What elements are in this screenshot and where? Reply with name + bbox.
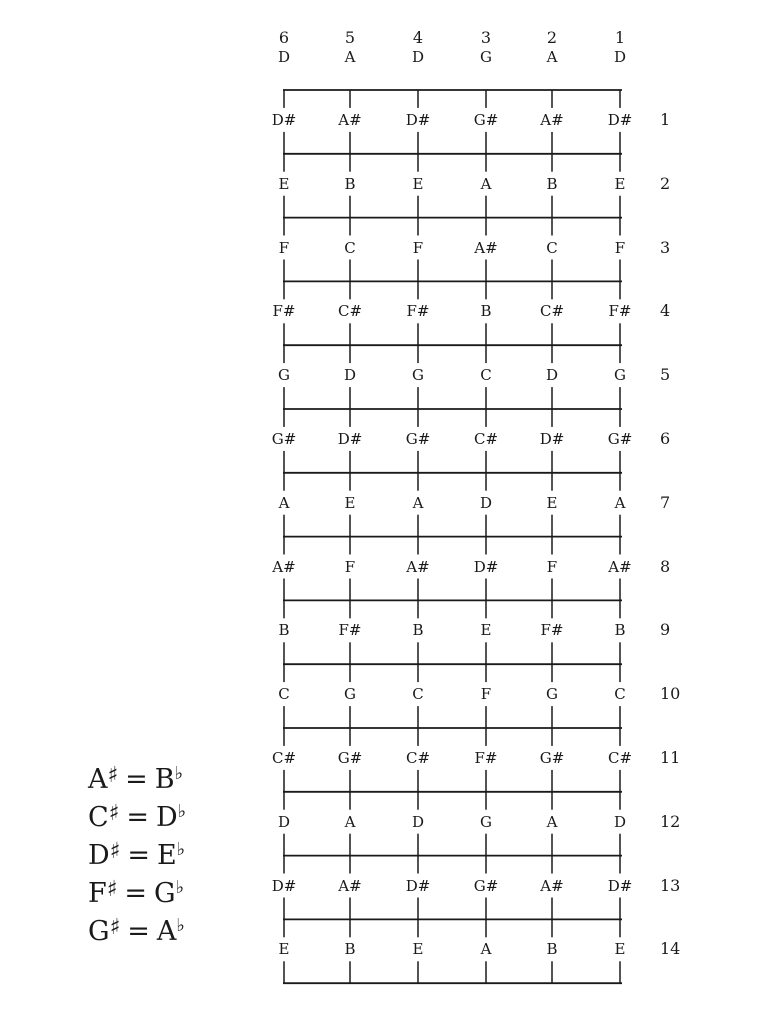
fret-note: F xyxy=(344,557,356,576)
enharmonic-row xyxy=(88,803,186,831)
fret-note: C xyxy=(546,238,558,257)
fret-note: G# xyxy=(473,876,499,895)
fret-number: 7 xyxy=(660,492,671,512)
fret-note: G xyxy=(344,685,356,704)
flat-note: E xyxy=(156,840,177,871)
fret-note: A# xyxy=(406,557,430,576)
fret-note: G# xyxy=(271,429,297,448)
sharp-symbol: ♯ xyxy=(107,763,119,788)
flat-note: B xyxy=(154,764,175,795)
fret-note: F xyxy=(614,238,626,257)
fret-note: D# xyxy=(539,429,565,448)
fret-note: G# xyxy=(337,748,363,767)
fret-number: 4 xyxy=(660,301,671,321)
fret-note: A xyxy=(278,493,290,512)
fret-note: A xyxy=(344,812,356,831)
fret-note: B xyxy=(614,621,626,640)
fret-note: G# xyxy=(539,748,565,767)
fret-note: G# xyxy=(607,429,633,448)
sharp-note: F xyxy=(88,878,107,909)
fret-number: 13 xyxy=(660,875,681,895)
sharp-symbol: ♯ xyxy=(109,839,121,864)
string-number: 3 xyxy=(480,28,492,47)
fret-note: C xyxy=(412,685,424,704)
fret-note: F# xyxy=(406,302,430,321)
fret-note: F# xyxy=(338,621,362,640)
fret-note: A# xyxy=(608,557,632,576)
fret-number: 5 xyxy=(660,365,671,385)
fret-note: B xyxy=(344,940,356,959)
flat-symbol: ♭ xyxy=(176,915,185,936)
fret-note: F# xyxy=(474,748,498,767)
fret-number: 6 xyxy=(660,428,671,448)
fret-note: C xyxy=(278,685,290,704)
fret-note: C# xyxy=(473,429,499,448)
fret-note: B xyxy=(344,174,356,193)
fret-note: D xyxy=(277,812,291,831)
fret-note: A xyxy=(412,493,424,512)
sharp-note: G xyxy=(88,916,110,947)
fret-note: B xyxy=(546,940,558,959)
fret-note: D# xyxy=(271,110,297,129)
enharmonic-row xyxy=(88,841,185,869)
sharp-symbol: ♯ xyxy=(109,915,121,940)
fret-note: E xyxy=(614,174,626,193)
string-number: 4 xyxy=(412,28,424,47)
open-string-note: D xyxy=(411,48,425,66)
flat-symbol: ♭ xyxy=(176,839,186,860)
fret-note: D# xyxy=(405,110,431,129)
equals-sign: = xyxy=(126,802,149,833)
fret-note: D# xyxy=(473,557,499,576)
fret-number: 2 xyxy=(660,173,671,193)
fret-note: D# xyxy=(271,876,297,895)
equals-sign: = xyxy=(127,840,150,871)
fret-note: A# xyxy=(272,557,296,576)
fret-note: F xyxy=(412,238,424,257)
sharp-symbol: ♯ xyxy=(106,877,118,902)
fret-note: C# xyxy=(539,302,565,321)
fret-note: C xyxy=(480,366,492,385)
fret-note: D# xyxy=(337,429,363,448)
flat-symbol: ♭ xyxy=(177,801,187,822)
fret-note: G xyxy=(480,812,492,831)
fret-note: E xyxy=(614,940,626,959)
fret-note: D# xyxy=(607,876,633,895)
fret-number: 10 xyxy=(660,684,681,704)
fret-note: A xyxy=(546,812,558,831)
fret-note: C# xyxy=(271,748,297,767)
open-string-note: G xyxy=(480,48,492,66)
fret-note: A# xyxy=(338,876,362,895)
sharp-symbol: ♯ xyxy=(108,801,120,826)
fret-note: G# xyxy=(473,110,499,129)
fret-note: F# xyxy=(608,302,632,321)
fret-note: G xyxy=(412,366,424,385)
fret-note: A# xyxy=(338,110,362,129)
fret-note: B xyxy=(412,621,424,640)
fret-note: E xyxy=(546,493,558,512)
fret-note: A xyxy=(480,174,492,193)
fret-note: D xyxy=(411,812,425,831)
fret-number: 14 xyxy=(660,939,681,959)
fret-note: G xyxy=(546,685,558,704)
open-string-note: A xyxy=(546,48,558,66)
fret-note: A xyxy=(614,493,626,512)
fret-note: F xyxy=(480,685,492,704)
fret-note: G xyxy=(278,366,290,385)
fret-note: B xyxy=(278,621,290,640)
fret-note: D xyxy=(479,493,493,512)
fret-note: B xyxy=(480,302,492,321)
fret-note: G# xyxy=(405,429,431,448)
fret-note: A# xyxy=(540,876,564,895)
fret-number: 9 xyxy=(660,620,671,640)
string-number: 2 xyxy=(546,28,558,47)
enharmonic-row xyxy=(88,765,183,793)
fret-note: F xyxy=(546,557,558,576)
fret-note: D# xyxy=(405,876,431,895)
fret-note: E xyxy=(278,940,290,959)
enharmonic-row xyxy=(88,917,185,945)
fret-number: 11 xyxy=(660,747,681,767)
sharp-note: C xyxy=(88,802,109,833)
fret-note: F# xyxy=(540,621,564,640)
fret-number: 8 xyxy=(660,556,671,576)
flat-note: G xyxy=(154,878,176,909)
fret-number: 3 xyxy=(660,237,671,257)
open-string-note: D xyxy=(613,48,627,66)
fret-note: E xyxy=(344,493,356,512)
fret-note: A# xyxy=(540,110,564,129)
fret-note: C xyxy=(614,685,626,704)
flat-note: A xyxy=(156,916,177,947)
sharp-note: D xyxy=(88,840,110,871)
fret-note: E xyxy=(412,940,424,959)
fret-note: D xyxy=(343,366,357,385)
equals-sign: = xyxy=(124,878,148,909)
enharmonic-row xyxy=(88,879,184,907)
flat-symbol: ♭ xyxy=(175,877,185,898)
equals-sign: = xyxy=(127,916,150,947)
fret-note: F xyxy=(278,238,290,257)
fret-note: E xyxy=(480,621,492,640)
fret-note: A# xyxy=(474,238,498,257)
fret-note: C# xyxy=(607,748,633,767)
fret-note: B xyxy=(546,174,558,193)
fret-note: G xyxy=(614,366,626,385)
sharp-note: A xyxy=(88,764,108,795)
fret-note: F# xyxy=(272,302,296,321)
fret-note: C# xyxy=(405,748,431,767)
fret-note: D xyxy=(545,366,559,385)
string-number: 6 xyxy=(278,28,290,47)
string-number: 5 xyxy=(344,28,356,47)
fret-note: A xyxy=(480,940,492,959)
fret-number: 12 xyxy=(660,811,681,831)
fret-note: C xyxy=(344,238,356,257)
fret-note: C# xyxy=(337,302,363,321)
equals-sign: = xyxy=(125,764,148,795)
flat-note: D xyxy=(155,802,178,833)
flat-symbol: ♭ xyxy=(174,763,184,784)
open-string-note: D xyxy=(277,48,291,66)
open-string-note: A xyxy=(344,48,356,66)
fret-note: D xyxy=(613,812,627,831)
fret-number: 1 xyxy=(660,109,671,129)
fret-note: D# xyxy=(607,110,633,129)
string-number: 1 xyxy=(614,28,626,47)
fret-note: E xyxy=(278,174,290,193)
fret-note: E xyxy=(412,174,424,193)
